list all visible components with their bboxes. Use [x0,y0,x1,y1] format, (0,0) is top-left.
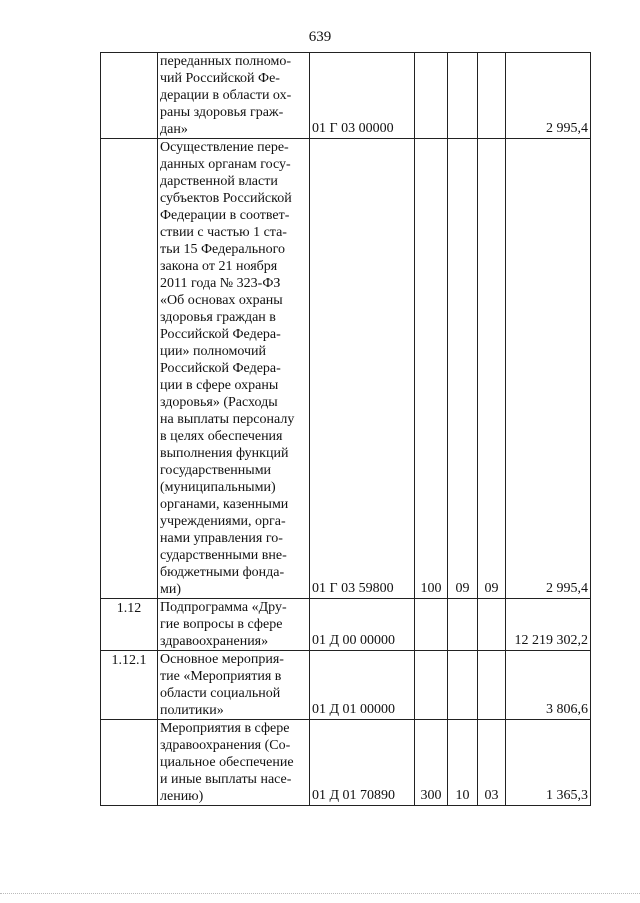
expense-type-code-cell [415,599,448,651]
table-body [101,53,591,806]
table-row [101,53,591,139]
expense-type-code-cell: 100 [415,139,448,599]
amount-cell: 1 365,3 [506,720,591,806]
budget-table [100,52,591,806]
target-article-code-cell: 01 Г 03 00000 [310,53,415,139]
row-number-cell [101,139,158,599]
amount-cell: 2 995,4 [506,139,591,599]
table-row [101,651,591,720]
section-code-cell [448,599,478,651]
subsection-code-cell [478,599,506,651]
row-number-cell [101,720,158,806]
row-number-cell: 1.12 [101,599,158,651]
target-article-code-cell: 01 Д 00 00000 [310,599,415,651]
row-name-cell: Подпрограмма «Дру- гие вопросы в сфере здравоохранения» [158,599,310,651]
subsection-code-cell [478,53,506,139]
table-row [101,599,591,651]
target-article-code-cell: 01 Д 01 00000 [310,651,415,720]
target-article-code-cell: 01 Г 03 59800 [310,139,415,599]
row-name-cell: переданных полномо- чий Российской Фе- дерации в области ох- раны здоровья граж- дан» [158,53,310,139]
page-number: 639 [308,29,332,45]
expense-type-code-cell [415,651,448,720]
amount-cell: 3 806,6 [506,651,591,720]
table-row [101,139,591,599]
subsection-code-cell: 09 [478,139,506,599]
table-row [101,720,591,806]
section-code-cell: 10 [448,720,478,806]
expense-type-code-cell [415,53,448,139]
section-code-cell [448,651,478,720]
target-article-code-cell: 01 Д 01 70890 [310,720,415,806]
amount-cell: 2 995,4 [506,53,591,139]
row-name-cell: Основное мероприя- тие «Мероприятия в области социальной политики» [158,651,310,720]
row-name-cell: Осуществление пере- данных органам госу- дарственной власти субъектов Российской Федерации в соответ- ствии с частью 1 ста- тьи 15 Федерального закона от 21 ноября 2011 года № 323-ФЗ «Об основах охраны здоровья граждан в Российской Федера- ции» полномочий Российской Федера- ции в сфере охраны здоровья» (Расходы на выплаты персоналу в целях обеспечения выполнения функций государственными (муниципальными) органами, казенными учреждениями, орга- нами управления го- сударственными вне- бюджетными фонда- ми) [158,139,310,599]
expense-type-code-cell: 300 [415,720,448,806]
row-name-cell: Мероприятия в сфере здравоохранения (Со- циальное обеспечение и иные выплаты насе- лению) [158,720,310,806]
subsection-code-cell: 03 [478,720,506,806]
subsection-code-cell [478,651,506,720]
footer-line [0,893,640,894]
row-number-cell: 1.12.1 [101,651,158,720]
section-code-cell [448,53,478,139]
amount-cell: 12 219 302,2 [506,599,591,651]
section-code-cell: 09 [448,139,478,599]
row-number-cell [101,53,158,139]
